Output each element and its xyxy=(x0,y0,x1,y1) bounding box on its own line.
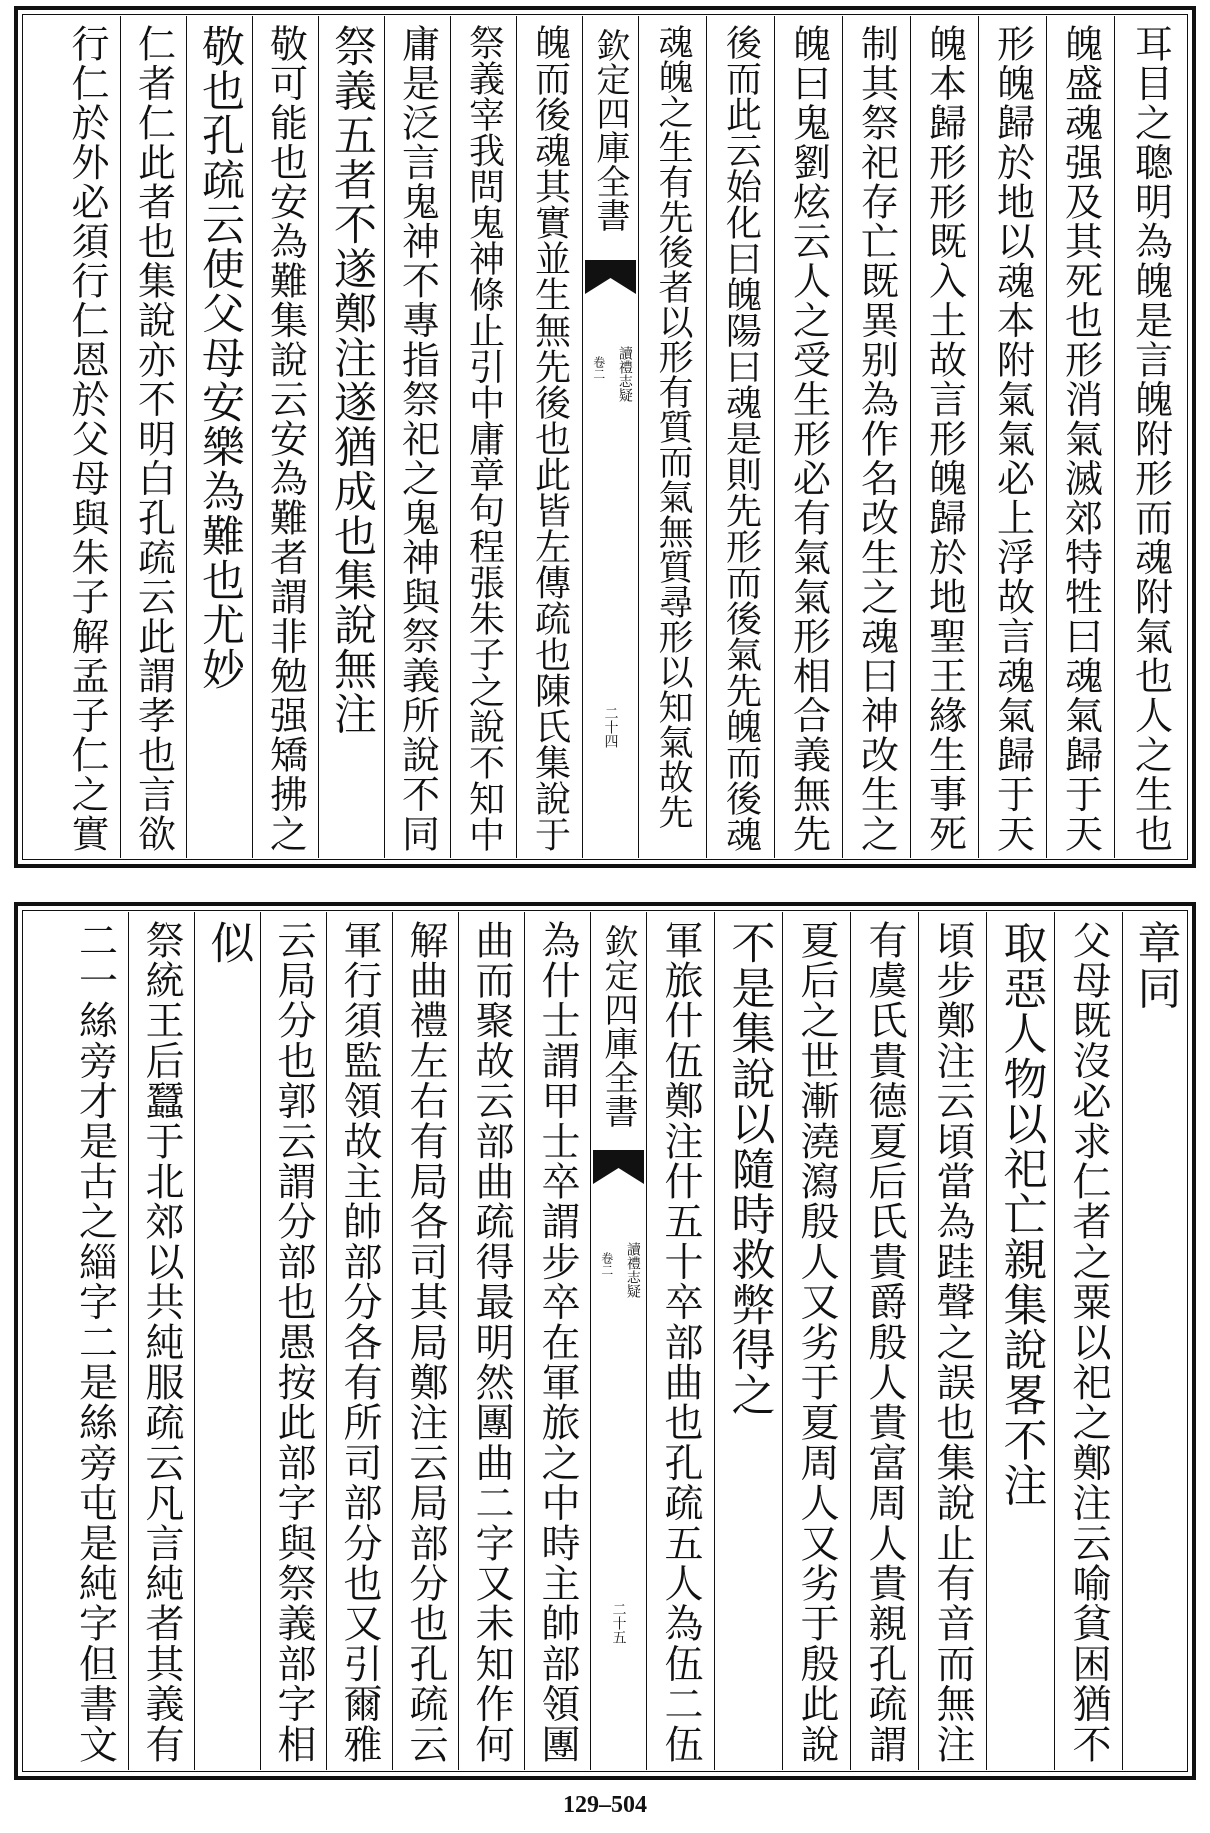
text-column xyxy=(918,912,986,1770)
text-column xyxy=(458,912,524,1770)
column-text: 祭義五者不遂鄭注遂猶成也集說無注 xyxy=(327,24,377,736)
text-column xyxy=(128,912,194,1770)
column-text: 敬可能也安為難集說云安為難者謂非勉强矯拂之 xyxy=(263,24,308,854)
column-text: 頃步鄭注云頃當為跬聲之誤也集說止有音而無注 xyxy=(930,920,975,1765)
leaf-number: 二十五 xyxy=(610,1602,627,1644)
text-column xyxy=(450,16,516,858)
text-column xyxy=(516,16,582,858)
column-text: 軍行須監領故主帥部分各有所司部分也又引爾雅 xyxy=(337,920,382,1765)
text-column xyxy=(782,912,850,1770)
text-column xyxy=(842,16,910,858)
column-text: 魄本歸形形既入土故言形魄歸於地聖王緣生事死 xyxy=(922,24,967,854)
text-column xyxy=(392,912,458,1770)
column-text: 耳目之聰明為魄是言魄附形而魂附氣也人之生也 xyxy=(1128,24,1173,854)
text-column xyxy=(638,16,706,858)
column-text: 祭統王后蠶于北郊以共純服疏云凡言純者其義有 xyxy=(139,920,184,1765)
column-text: 後而此云始化曰魄陽曰魂是則先形而後氣先魄而後魂 xyxy=(720,24,762,852)
top-page-columns xyxy=(24,16,1186,858)
text-column xyxy=(774,16,842,858)
column-text: 制其祭祀存亡既異别為作名改生之魂曰神改生之 xyxy=(854,24,899,854)
text-column xyxy=(54,16,120,858)
column-text: 祭義宰我問鬼神條止引中庸章句程張朱子之說不知中 xyxy=(463,24,505,852)
page-number: 129–504 xyxy=(563,1792,647,1818)
column-text: 庸是泛言鬼神不專指祭祀之鬼神與祭義所說不同 xyxy=(395,24,440,854)
text-column xyxy=(186,16,252,858)
column-text: 敬也孔疏云使父母安樂為難也尤妙 xyxy=(195,24,245,692)
text-column xyxy=(1122,912,1186,1770)
volume-number: 卷二 xyxy=(599,1252,614,1276)
text-column xyxy=(850,912,918,1770)
center-margin xyxy=(582,16,638,858)
column-text: 魄曰鬼劉炫云人之受生形必有氣氣形相合義無先 xyxy=(786,24,831,854)
fishtail-mark xyxy=(585,260,636,300)
volume-number: 卷二 xyxy=(591,356,606,380)
column-text: 為什士謂甲士卒謂步卒在軍旅之中時主帥部領團 xyxy=(535,920,580,1765)
text-column xyxy=(986,912,1054,1770)
book-title: 欽定四庫全書 xyxy=(590,28,630,232)
column-text: 不是集說以隨時救弊得之 xyxy=(723,920,775,1418)
text-column xyxy=(326,912,392,1770)
column-text: 似 xyxy=(202,920,254,966)
text-column xyxy=(260,912,326,1770)
column-text: 魂魄之生有先後者以形有質而氣無質尋形以知氣故先 xyxy=(653,24,693,829)
column-text: 行仁於外必須行仁恩於父母與朱子解孟子仁之實 xyxy=(65,24,109,854)
column-text: 二一絲旁才是古之緇字二是絲旁屯是純字但書文 xyxy=(72,920,118,1765)
text-column xyxy=(1046,16,1114,858)
text-column xyxy=(318,16,384,858)
center-margin xyxy=(590,912,646,1770)
book-subtitle: 讀禮志疑 xyxy=(624,1242,641,1298)
fishtail-mark xyxy=(593,1150,644,1190)
text-column xyxy=(978,16,1046,858)
text-column xyxy=(1114,16,1186,858)
book-subtitle: 讀禮志疑 xyxy=(616,346,633,402)
top-page xyxy=(14,6,1196,868)
text-column xyxy=(1054,912,1122,1770)
column-text: 取惡人物以祀亡親集說畧不注 xyxy=(995,920,1047,1508)
leaf-number: 二十四 xyxy=(602,706,619,748)
text-column xyxy=(384,16,450,858)
column-text: 魄而後魂其實並生無先後也此皆左傳疏也陳氏集說于 xyxy=(529,24,571,852)
text-column xyxy=(714,912,782,1770)
column-text: 軍旅什伍鄭注什五十卒部曲也孔疏五人為伍二伍 xyxy=(658,920,703,1765)
column-text: 章同 xyxy=(1129,920,1181,1011)
column-text: 解曲禮左右有局各司其局鄭注云局部分也孔疏云 xyxy=(403,920,448,1765)
column-text: 仁者仁此者也集說亦不明白孔疏云此謂孝也言欲 xyxy=(131,24,176,854)
column-text: 父母既沒必求仁者之粟以祀之鄭注云喻貧困猶不 xyxy=(1066,920,1111,1765)
bottom-page-columns xyxy=(24,912,1186,1770)
text-column xyxy=(706,16,774,858)
column-text: 形魄歸於地以魂本附氣氣必上浮故言魂氣歸于天 xyxy=(990,24,1035,854)
text-column xyxy=(524,912,590,1770)
bottom-page xyxy=(14,902,1196,1780)
text-column xyxy=(120,16,186,858)
column-text: 有虞氏貴德夏后氏貴爵殷人貴富周人貴親孔疏謂 xyxy=(862,920,907,1765)
text-column xyxy=(910,16,978,858)
text-column xyxy=(252,16,318,858)
text-column xyxy=(194,912,260,1770)
column-text: 曲而聚故云部曲疏得最明然團曲二字又未知作何 xyxy=(469,920,514,1765)
column-text: 夏后之世漸澆瀉殷人又劣于夏周人又劣于殷此說 xyxy=(794,920,839,1765)
text-column xyxy=(62,912,128,1770)
column-text: 魄盛魂强及其死也形消氣滅郊特牲曰魂氣歸于天 xyxy=(1058,24,1103,854)
column-text: 云局分也郭云謂分部也愚按此部字與祭義部字相 xyxy=(271,920,316,1765)
book-title: 欽定四庫全書 xyxy=(598,924,638,1128)
text-column xyxy=(646,912,714,1770)
